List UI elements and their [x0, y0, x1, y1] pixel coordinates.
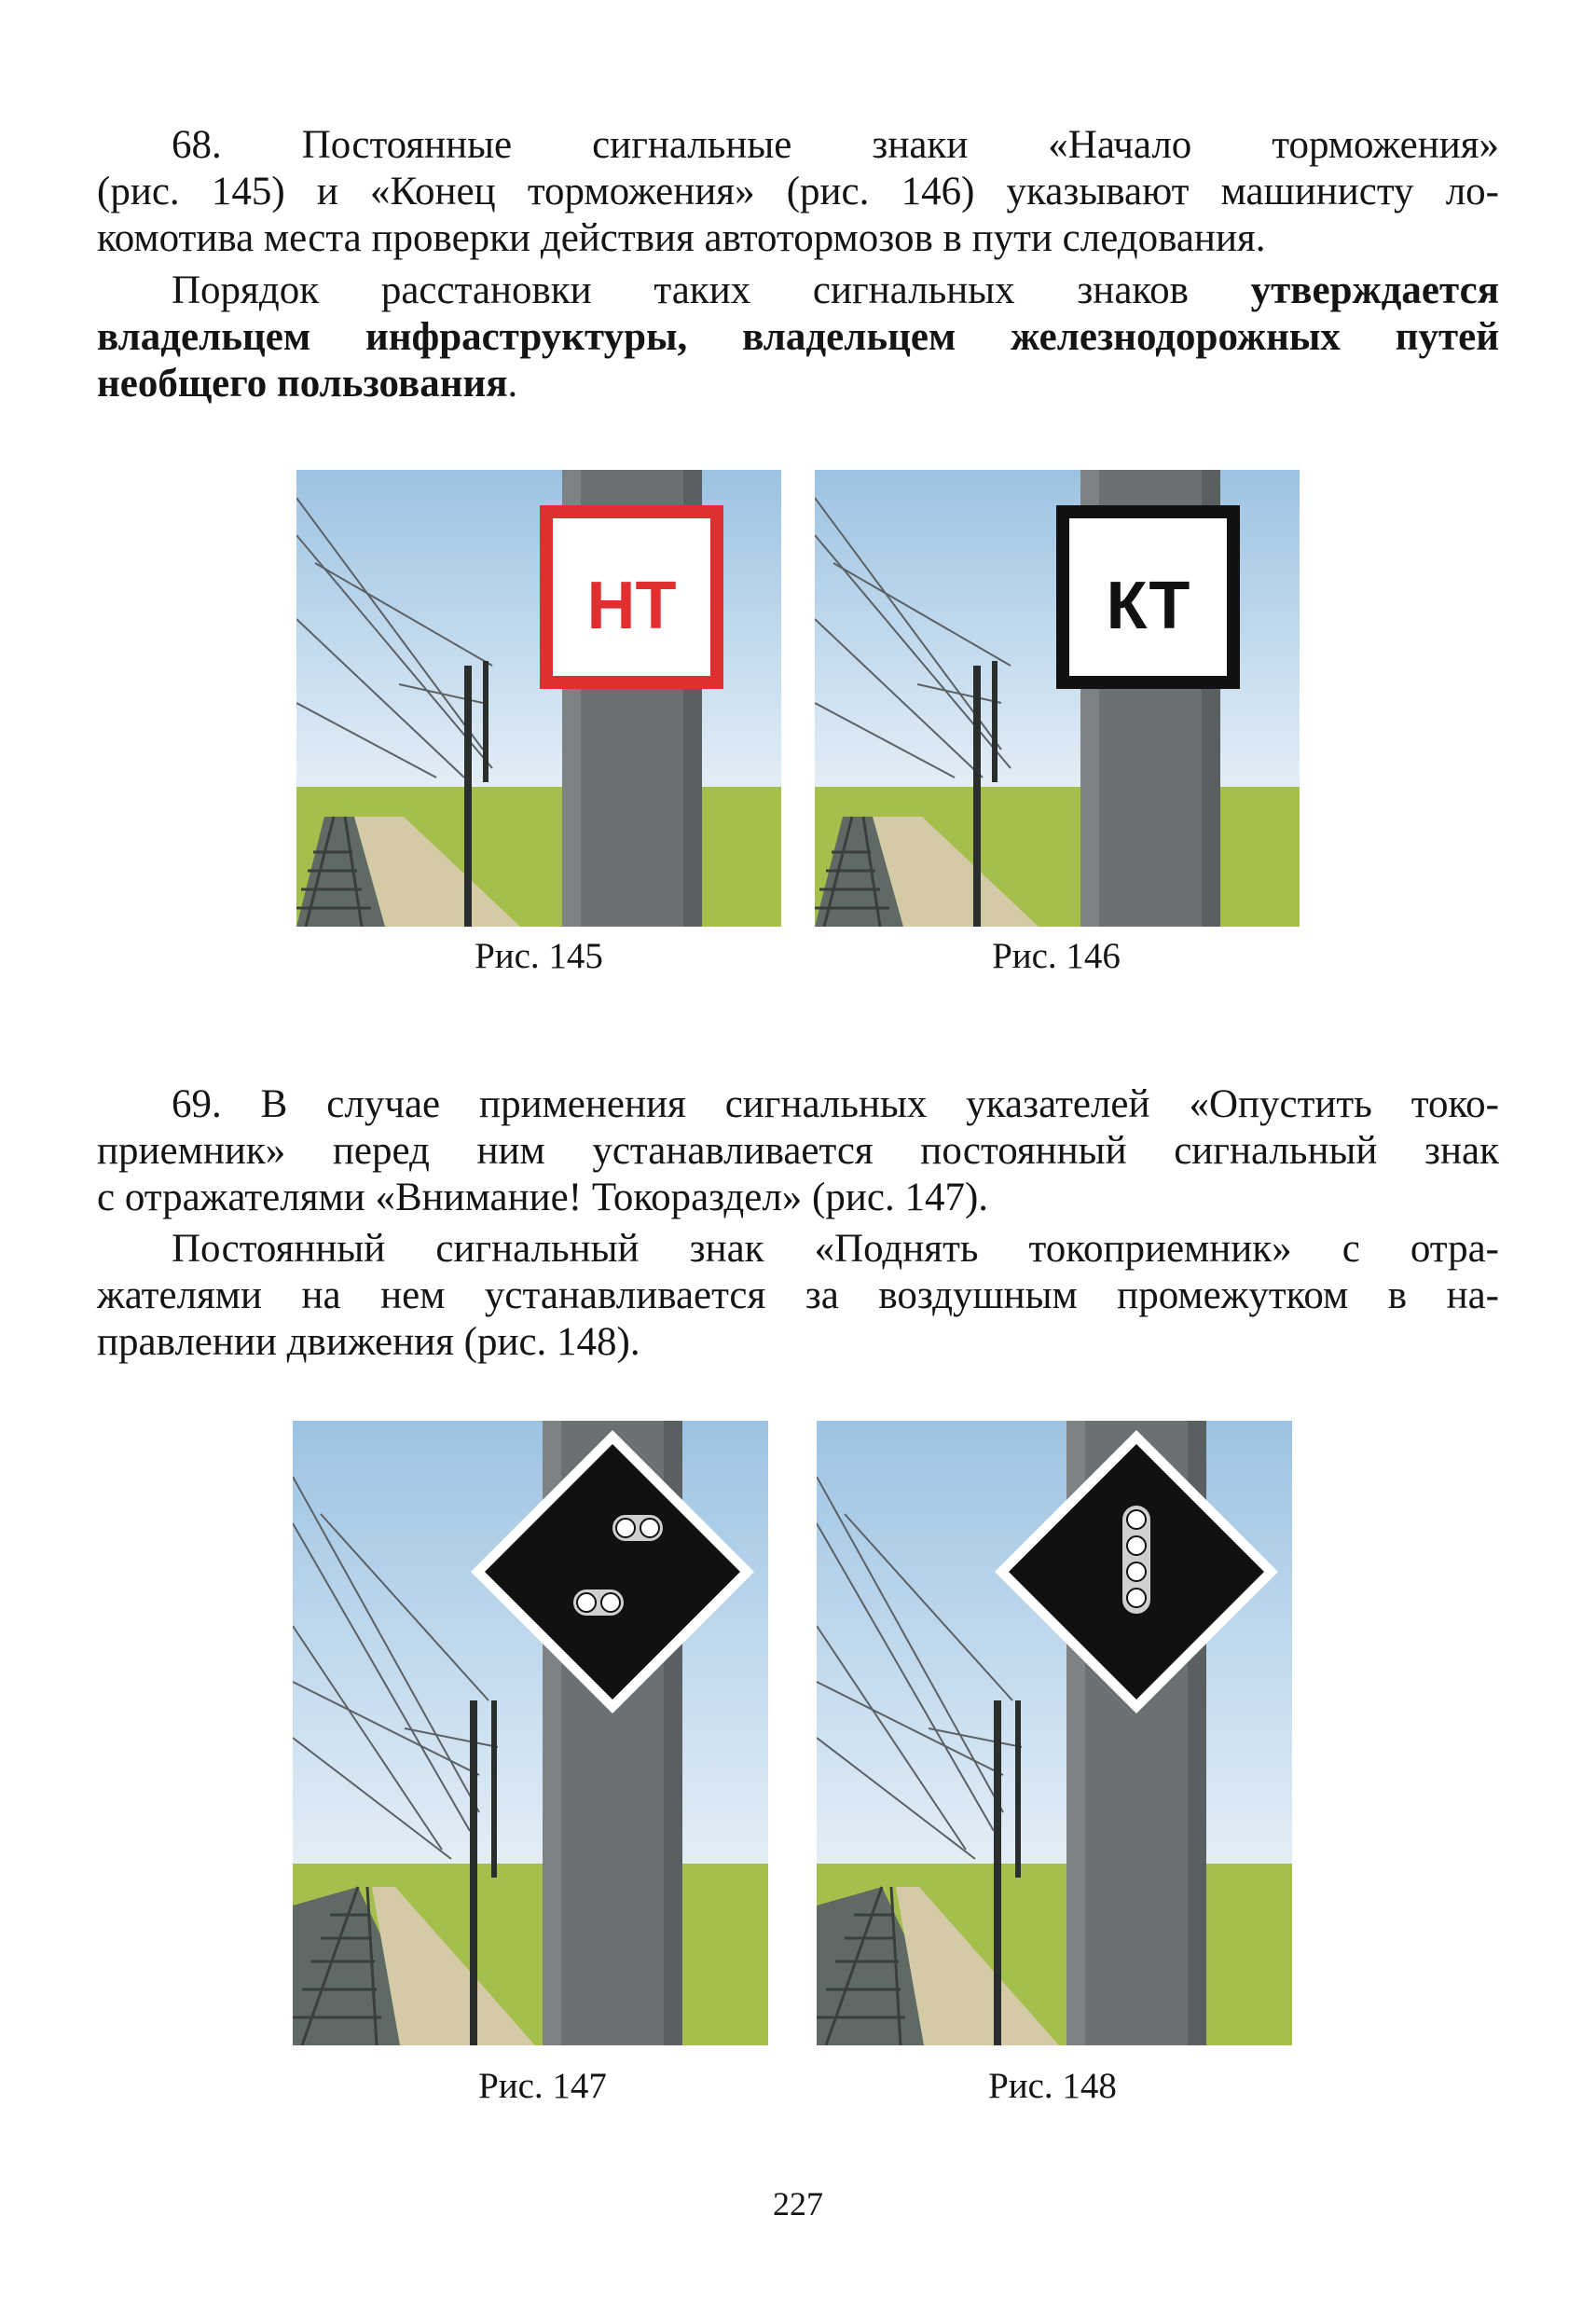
bold-text: владельцем инфраструктуры, владельцем железнодорожных путей: [97, 315, 1499, 359]
sign-text-kt: КТ: [1106, 569, 1190, 643]
sign-text-nt: НТ: [586, 569, 677, 643]
text-line: жателями на нем устанавливается за воздушным промежутком в на-: [97, 1273, 1499, 1317]
paragraph-69-intro: [97, 1081, 1499, 1221]
text-line: 68. Постоянные сигнальные знаки «Начало торможения»: [172, 123, 1499, 167]
paragraph-68-intro: [97, 122, 1499, 262]
figure-146-image: [815, 470, 1300, 927]
text-line: правлении движения (рис. 148).: [97, 1320, 640, 1364]
text-span: .: [507, 362, 518, 406]
text-line: с отражателями «Внимание! Токораздел» (рис. 147).: [97, 1176, 989, 1219]
bold-text: утверждается: [1250, 268, 1499, 312]
paragraph-68-order: [97, 268, 1499, 407]
text-line: комотива места проверки действия автотормозов в пути следования.: [97, 216, 1266, 260]
caption-148: Рис. 148: [988, 2066, 1117, 2106]
bold-text: необщего пользования: [97, 362, 508, 406]
text-line: приемник» перед ним устанавливается постоянный сигнальный знак: [97, 1129, 1499, 1173]
caption-145: Рис. 145: [475, 936, 603, 976]
figure-148-image: [817, 1421, 1292, 2045]
text-line: Постоянный сигнальный знак «Поднять токоприемник» с отра-: [172, 1227, 1499, 1271]
text-line: 69. В случае применения сигнальных указателей «Опустить токо-: [172, 1082, 1499, 1126]
figure-145-image: [296, 470, 781, 927]
caption-147: Рис. 147: [478, 2066, 607, 2106]
paragraph-69-raise: [97, 1226, 1499, 1366]
text-span: Порядок расстановки таких сигнальных знаков: [172, 268, 1251, 312]
caption-146: Рис. 146: [992, 936, 1121, 976]
text-line: (рис. 145) и «Конец торможения» (рис. 146) указывают машинисту ло-: [97, 170, 1499, 213]
page-number: 227: [773, 2185, 823, 2223]
figure-147-image: [293, 1421, 768, 2045]
